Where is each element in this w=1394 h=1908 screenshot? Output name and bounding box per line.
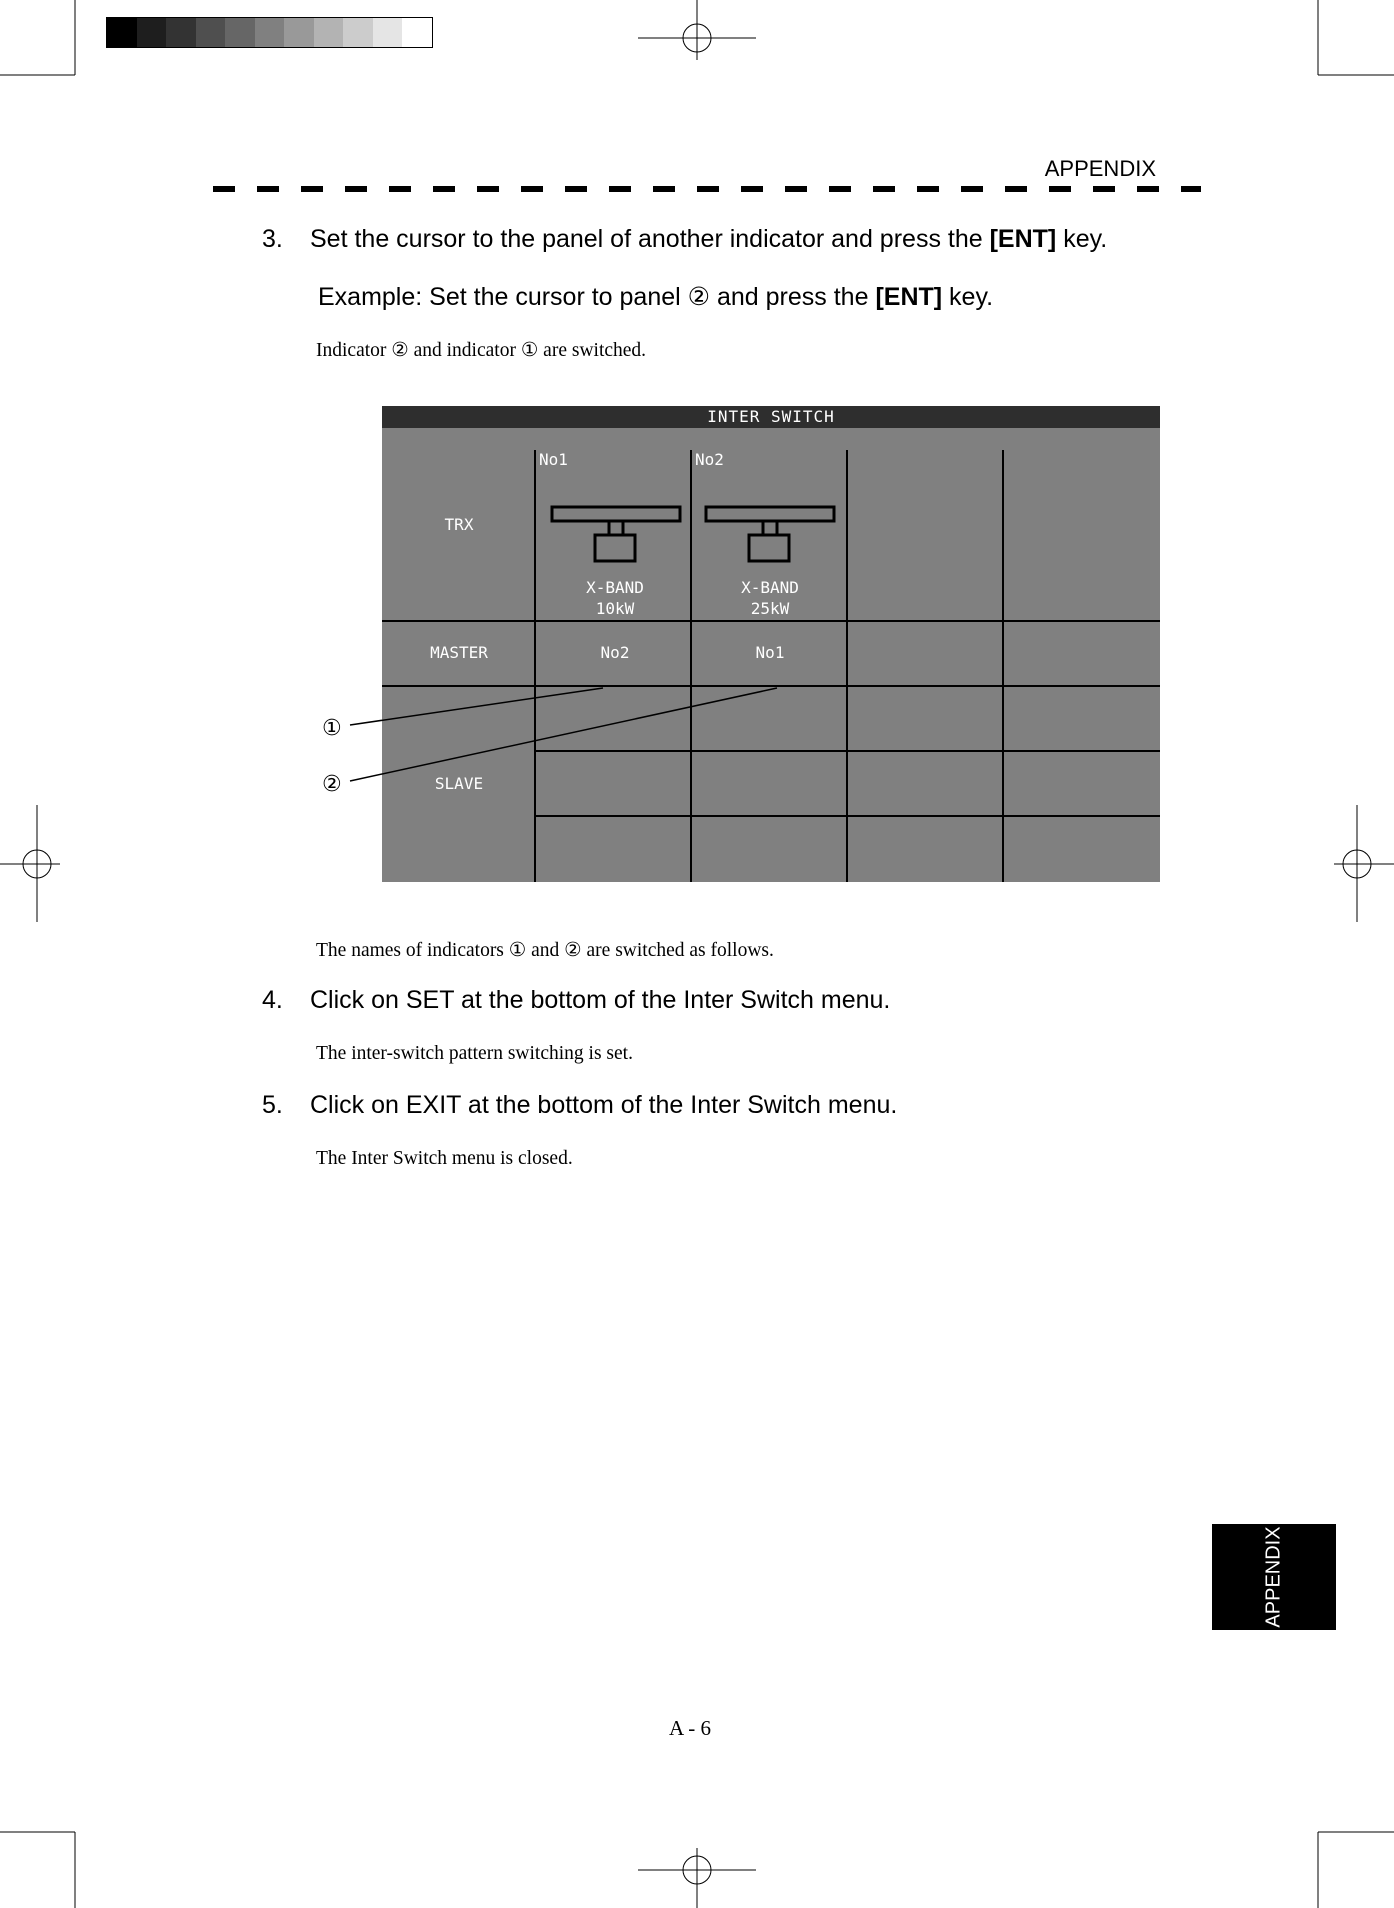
trx-no1-band: X-BAND bbox=[586, 578, 644, 597]
step-number: 3. bbox=[262, 225, 283, 253]
step-4 bbox=[262, 986, 890, 1015]
appendix-side-tab: APPENDIX bbox=[1212, 1524, 1336, 1630]
antenna-icon bbox=[552, 507, 680, 561]
step-text: Click on SET at the bottom of the Inter Switch menu. bbox=[310, 986, 891, 1014]
trx-no1-power: 10kW bbox=[595, 599, 635, 618]
master-cell-1[interactable]: No2 bbox=[600, 643, 630, 662]
antenna-icon bbox=[706, 507, 834, 561]
page-number: A - 6 bbox=[669, 1716, 711, 1740]
step-text: Set the cursor to the panel of another indicator and press the [ENT] key. bbox=[310, 225, 1108, 253]
trx-no2-label: No2 bbox=[695, 450, 724, 469]
example-text: Example: Set the cursor to panel ② and press the [ENT] key. bbox=[318, 283, 994, 311]
trx-no2-power: 25kW bbox=[750, 599, 790, 618]
row-label-trx: TRX bbox=[444, 515, 474, 534]
step-text: Click on EXIT at the bottom of the Inter Switch menu. bbox=[310, 1091, 898, 1119]
note-names-switched: The names of indicators ① and ② are switched as follows. bbox=[316, 940, 774, 961]
master-cell-2[interactable]: No1 bbox=[755, 643, 785, 662]
step-number: 4. bbox=[262, 986, 283, 1014]
section-header: APPENDIX bbox=[1044, 156, 1156, 181]
trx-no2-band: X-BAND bbox=[741, 578, 799, 597]
inter-switch-title-bar: INTER SWITCH bbox=[382, 406, 1160, 428]
trx-no1-label: No1 bbox=[539, 450, 568, 469]
row-label-master: MASTER bbox=[430, 643, 488, 662]
note-menu-closed: The Inter Switch menu is closed. bbox=[316, 1148, 573, 1169]
step-5 bbox=[262, 1091, 897, 1120]
callout-2: ② bbox=[322, 772, 342, 797]
row-label-slave: SLAVE bbox=[434, 774, 484, 793]
callout-1: ① bbox=[322, 716, 342, 741]
step-number: 5. bbox=[262, 1091, 283, 1119]
note-pattern-set: The inter-switch pattern switching is set. bbox=[316, 1043, 633, 1064]
note-switched: Indicator ② and indicator ① are switched. bbox=[316, 340, 647, 361]
